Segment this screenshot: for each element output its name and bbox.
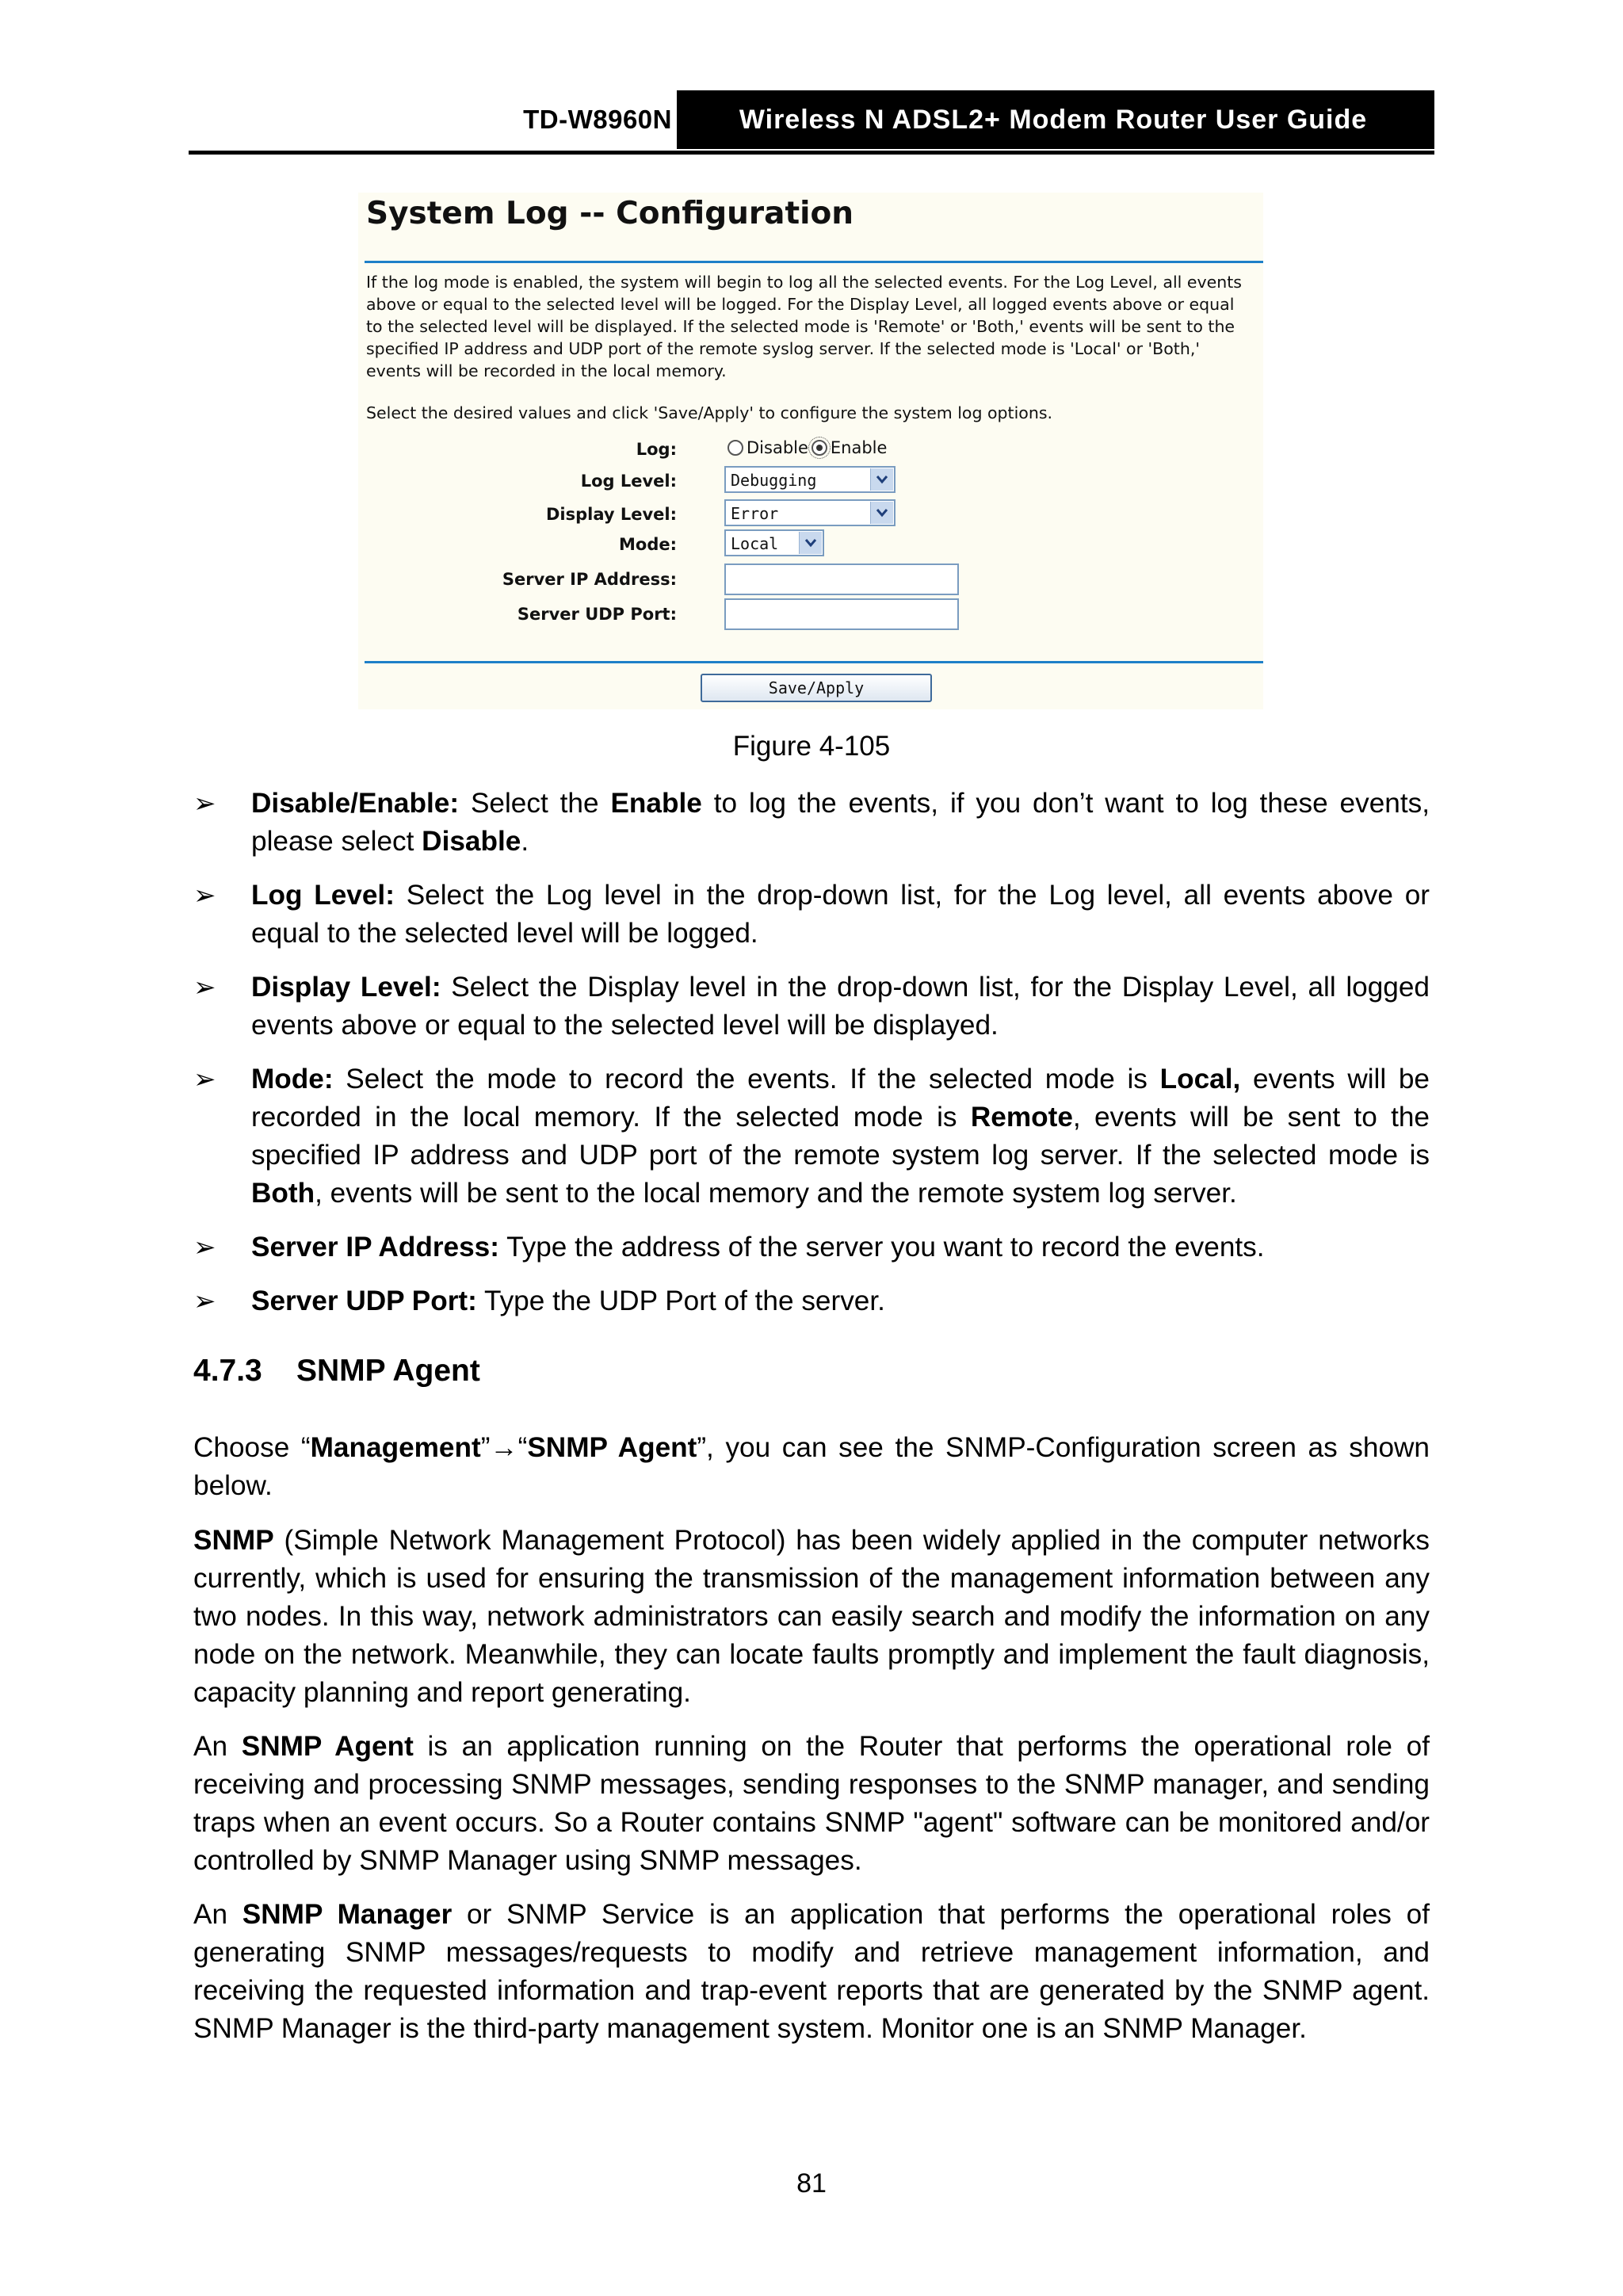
disable-radio[interactable] [727, 440, 743, 456]
header-divider [189, 151, 1434, 155]
text: Choose “ [193, 1432, 311, 1463]
section-title: SNMP Agent [296, 1354, 480, 1388]
text: Select the [459, 788, 611, 819]
text: Type the UDP Port of the server. [476, 1286, 885, 1316]
enable-label: Enable [830, 438, 888, 457]
paragraph-snmp-manager [193, 1896, 1430, 2048]
log-radio-group [727, 438, 887, 457]
term: Disable/Enable: [251, 788, 460, 819]
footer-divider [365, 661, 1263, 663]
enable-radio[interactable] [812, 440, 827, 456]
disable-label: Disable [747, 438, 808, 457]
server-udp-row [358, 598, 1263, 630]
term: Server UDP Port: [251, 1286, 477, 1316]
log-row [358, 434, 1263, 465]
paragraph-choose [193, 1429, 1430, 1505]
text: . [521, 826, 529, 857]
figure-title: System Log -- Configuration [366, 196, 854, 231]
server-udp-label: Server UDP Port: [517, 605, 677, 624]
text: Type the address of the server you want to record the events. [498, 1232, 1265, 1263]
text: An [193, 1731, 242, 1762]
system-log-figure [358, 193, 1263, 709]
term: Both [251, 1178, 315, 1209]
server-ip-label: Server IP Address: [502, 570, 677, 589]
text: Select the Log level in the drop-down list, for the Log level, all events above or equal to the selected level will be logged. [251, 880, 1430, 949]
server-ip-input[interactable] [724, 563, 959, 595]
text: , events will be sent to the local memory and the remote system log server. [315, 1178, 1237, 1209]
term: Disable [422, 826, 521, 857]
text: is an application running on the Router that performs the operational role of receiving and processing SNMP messages, sending responses to the SNMP manager, and sending traps when an event occurs. So a Router contains SNMP "agent" software can be monitored and/or controlled by SNMP Manager using SNMP messages. [193, 1731, 1430, 1876]
server-ip-row [358, 563, 1263, 595]
display-level-label: Display Level: [545, 505, 677, 524]
term: SNMP Manager [242, 1899, 453, 1930]
text: ”, you can see the SNMP-Configuration screen as shown below. [193, 1432, 1430, 1501]
term: Enable [610, 788, 702, 819]
mode-row [358, 529, 1263, 560]
paragraph-snmp-agent [193, 1728, 1430, 1880]
text: ” [480, 1432, 491, 1463]
mode-value: Local [731, 534, 779, 553]
term: SNMP [193, 1525, 274, 1556]
paragraph-snmp [193, 1522, 1430, 1712]
display-level-value: Error [731, 504, 779, 523]
text: to log the events, if you don’t want to log these events, please select [251, 788, 1430, 857]
save-apply-button[interactable]: Save/Apply [701, 674, 932, 702]
model-name: TD-W8960N [523, 105, 672, 134]
figure-caption: Figure 4-105 [732, 731, 891, 762]
bullet-arrow-icon: ➢ [193, 789, 216, 819]
display-level-row [358, 499, 1263, 530]
text: Select the mode to record the events. If the selected mode is [333, 1064, 1160, 1095]
bullet-arrow-icon: ➢ [193, 881, 216, 911]
title-divider [365, 261, 1263, 263]
bullet-arrow-icon: ➢ [193, 972, 216, 1003]
text: or SNMP Service is an application that performs the operational roles of generating SNMP messages/requests to modify and retrieve management information, and receiving the requested information and trap-event reports that are generated by the SNMP agent. SNMP Manager is the third-party management system. Monitor one is an SNMP Manager. [193, 1899, 1430, 2044]
term: SNMP Agent [527, 1432, 697, 1463]
chevron-down-icon[interactable] [870, 502, 893, 524]
arrow-right-icon: → [490, 1432, 518, 1463]
page-header [189, 90, 1434, 155]
figure-description: If the log mode is enabled, the system will begin to log all the selected events. For the Log Level, all events above or equal to the selected level will be logged. For the Display Level, all logged events above or equal to the selected level will be displayed. If the selected mode is 'Remote' or 'Both,' events will be sent to the specified IP address and UDP port of the remote syslog server. If the selected mode is 'Local' or 'Both,' events will be recorded in the local memory. [366, 273, 1242, 380]
log-level-value: Debugging [731, 471, 817, 490]
text: , events will be sent to the specified IP address and UDP port of the remote system log server. If the selected mode is [251, 1102, 1430, 1171]
bullet-arrow-icon: ➢ [193, 1232, 216, 1263]
server-udp-input[interactable] [724, 598, 959, 630]
term: Server IP Address: [251, 1232, 499, 1263]
display-level-select[interactable] [724, 499, 896, 526]
mode-select[interactable] [724, 529, 824, 556]
log-level-select[interactable] [724, 466, 896, 493]
chevron-down-icon[interactable] [799, 532, 822, 554]
chevron-down-icon[interactable] [870, 468, 893, 491]
term: Remote [970, 1102, 1073, 1133]
bullet-arrow-icon: ➢ [193, 1286, 216, 1316]
text: (Simple Network Management Protocol) has been widely applied in the computer networks currently, which is used for ensuring the transmission of the management information between any two nodes. In this way, network administrators can easily search and modify the information on any node on the network. Meanwhile, they can locate faults promptly and implement the fault diagnosis, capacity planning and report generating. [193, 1525, 1430, 1708]
log-level-row [358, 465, 1263, 497]
term: Local, [1159, 1064, 1241, 1095]
term: Display Level: [251, 972, 441, 1003]
term: Log Level: [251, 880, 395, 911]
page-number: 81 [796, 2168, 827, 2199]
term: Mode: [251, 1064, 334, 1095]
section-heading [193, 1354, 480, 1389]
log-label: Log: [636, 440, 677, 459]
log-level-label: Log Level: [580, 472, 677, 491]
mode-label: Mode: [619, 535, 677, 554]
guide-title: Wireless N ADSL2+ Modem Router User Guide [677, 90, 1430, 149]
bullet-arrow-icon: ➢ [193, 1064, 216, 1095]
text: An [193, 1899, 242, 1930]
text: Select the Display level in the drop-down list, for the Display Level, all logged events above or equal to the selected level will be displayed. [251, 972, 1430, 1041]
term: SNMP Agent [241, 1731, 414, 1762]
term: Management [310, 1432, 481, 1463]
select-instruction: Select the desired values and click 'Save/Apply' to configure the system log options. [366, 403, 1053, 422]
section-number: 4.7.3 [193, 1354, 262, 1388]
text: events will be recorded in the local memory. If the selected mode is [251, 1064, 1430, 1133]
text: “ [517, 1432, 528, 1463]
